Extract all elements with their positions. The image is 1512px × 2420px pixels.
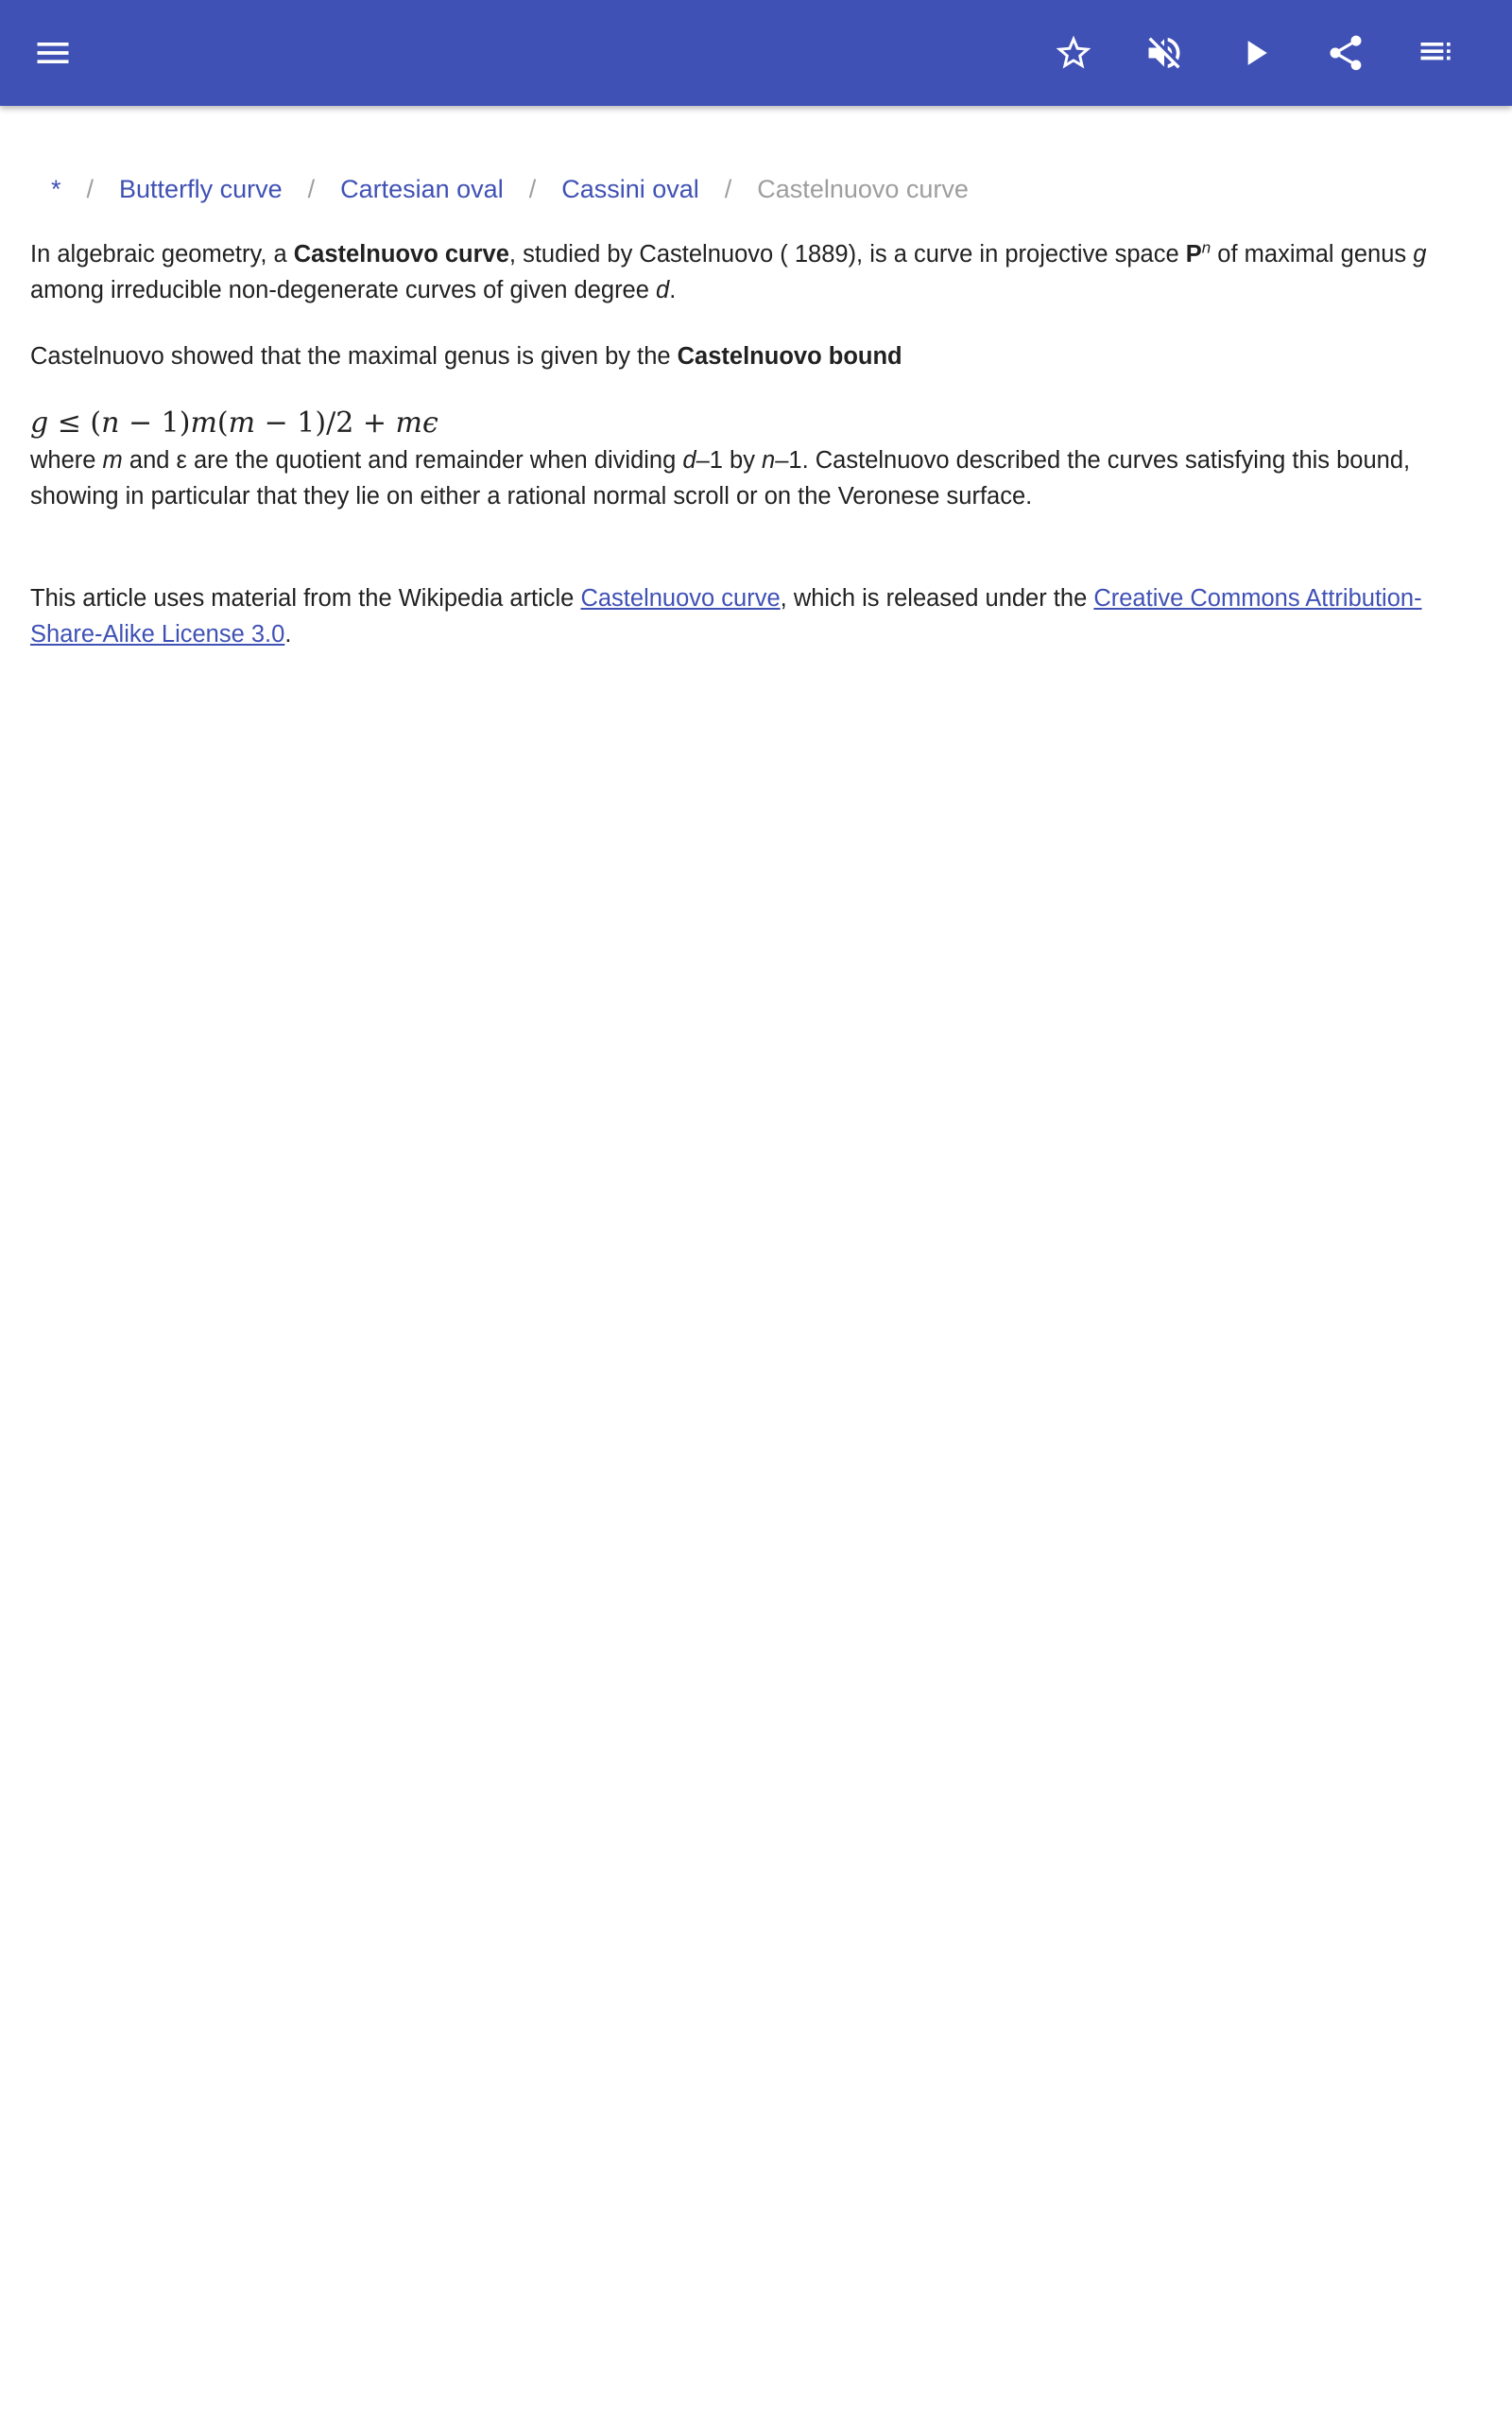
wikipedia-article-link[interactable]: Castelnuovo curve <box>580 585 781 612</box>
breadcrumb <box>30 168 1482 210</box>
play-button[interactable] <box>1225 23 1285 83</box>
article-content <box>30 106 1482 652</box>
text-run: –1 by <box>696 447 763 474</box>
projective-space-symbol: P <box>1185 241 1202 268</box>
breadcrumb-separator: / <box>307 174 316 203</box>
breadcrumb-link-home[interactable]: * <box>51 174 61 203</box>
formula-var-g: g <box>30 406 49 440</box>
term-castelnuovo-curve: Castelnuovo curve <box>293 241 509 268</box>
bound-paragraph <box>30 338 1482 374</box>
favorite-button[interactable] <box>1043 23 1104 83</box>
explanation-paragraph <box>30 442 1482 514</box>
menu-button[interactable] <box>23 23 83 83</box>
breadcrumb-separator: / <box>724 174 732 203</box>
intro-paragraph <box>30 236 1482 308</box>
text-run: where <box>30 447 103 474</box>
text-run: and ε are the quotient and remainder when dividing <box>122 447 683 474</box>
breadcrumb-link-butterfly-curve[interactable]: Butterfly curve <box>119 174 283 203</box>
text-run: This article uses material from the Wikipedia article <box>30 585 581 612</box>
share-icon <box>1325 32 1366 74</box>
contents-list-button[interactable] <box>1406 23 1467 83</box>
menu-icon <box>32 32 74 74</box>
text-run: among irreducible non-degenerate curves of given degree <box>30 277 657 303</box>
breadcrumb-current-page: Castelnuovo curve <box>757 174 969 203</box>
text-run: , which is released under the <box>780 585 1094 612</box>
text-run: of maximal genus <box>1211 241 1414 268</box>
text-run: , studied by Castelnuovo ( 1889), is a curve in projective space <box>508 241 1186 268</box>
text-run: . <box>284 621 292 648</box>
castelnuovo-bound-formula <box>30 405 1482 442</box>
mute-button[interactable] <box>1134 23 1194 83</box>
play-icon <box>1234 32 1276 74</box>
formula-text: ( <box>216 406 229 440</box>
share-button[interactable] <box>1315 23 1376 83</box>
text-run: In algebraic geometry, a <box>30 241 294 268</box>
text-run: Castelnuovo showed that the maximal genus is given by the <box>30 343 678 370</box>
term-castelnuovo-bound: Castelnuovo bound <box>677 343 902 370</box>
text-run: –1. Castelnuovo described the curves satisfying this bound, showing in particular that they lie on either a rational normal scroll or on the Veronese surface. <box>30 447 1411 510</box>
variable-g: g <box>1413 241 1427 268</box>
app-bar <box>0 0 1512 106</box>
formula-text: − 1) <box>119 406 191 440</box>
variable-d: d <box>656 277 670 303</box>
superscript-n: n <box>1201 238 1211 257</box>
playlist-icon <box>1416 32 1457 74</box>
license-link[interactable]: Creative Commons Attribution-Share-Alike License 3.0 <box>30 585 1422 648</box>
variable-n: n <box>762 447 776 474</box>
formula-text: ≤ ( <box>48 406 102 440</box>
formula-text: − 1)/2 + <box>255 406 396 440</box>
formula-var-n: n <box>101 406 120 440</box>
volume-off-icon <box>1143 32 1185 74</box>
variable-m: m <box>102 447 123 474</box>
formula-var-m: m <box>190 406 217 440</box>
text-run: . <box>669 277 677 303</box>
variable-d: d <box>682 447 696 474</box>
formula-var-m: m <box>395 406 422 440</box>
breadcrumb-link-cartesian-oval[interactable]: Cartesian oval <box>340 174 504 203</box>
breadcrumb-separator: / <box>528 174 537 203</box>
breadcrumb-link-cassini-oval[interactable]: Cassini oval <box>561 174 699 203</box>
license-paragraph <box>30 580 1482 652</box>
formula-var-epsilon: ϵ <box>421 406 438 440</box>
star-outline-icon <box>1053 32 1094 74</box>
formula-var-m: m <box>228 406 256 440</box>
breadcrumb-separator: / <box>86 174 94 203</box>
